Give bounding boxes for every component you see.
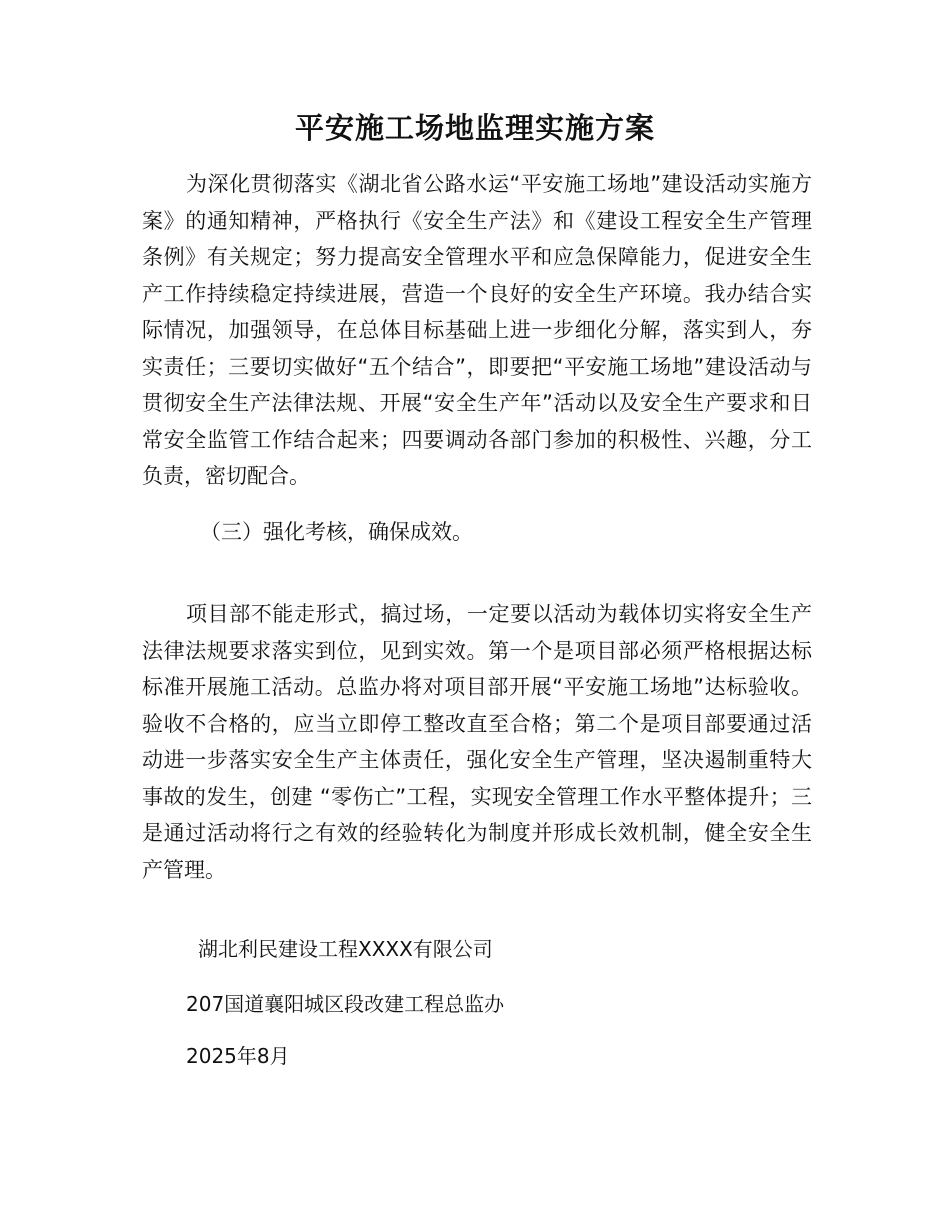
paragraph-intro: 为深化贯彻落实《湖北省公路水运“平安施工场地”建设活动实施方案》的通知精神，严格执行《安全生产法》和《建设工程安全生产管理条例》有关规定；努力提高安全管理水平和应急保障能力，促进安全生产工作持续稳定持续进展，营造一个良好的安全生产环境。我办结合实际情况，加强领导，在总体目标基础上进一步细化分解，落实到人，夯实责任；三要切实做好“五个结合”，即要把“平安施工场地”建设活动与贯彻安全生产法律法规、开展“安全生产年”活动以及安全生产要求和日常安全监管工作结合起来；四要调动各部门参加的积极性、兴趣，分工负责，密切配合。 xyxy=(142,172,812,488)
signature-date: 2025年8月 xyxy=(186,1044,290,1068)
document-title: 平安施工场地监理实施方案 xyxy=(294,111,655,145)
signature-company: 湖北利民建设工程XXXX有限公司 xyxy=(198,937,493,961)
paragraph-assessment: 项目部不能走形式，搞过场，一定要以活动为载体切实将安全生产法律法规要求落实到位，见到实效。第一个是项目部必须严格根据达标标准开展施工活动。总监办将对项目部开展“平安施工场地”达标验收。验收不合格的，应当立即停工整改直至合格；第二个是项目部要通过活动进一步落实安全生产主体责任，强化安全生产管理，坚决遏制重特大事故的发生，创建 “零伤亡”工程，实现安全管理工作水平整体提升；三是通过活动将行之有效的经验转化为制度并形成长效机制，健全安全生产管理。 xyxy=(142,602,812,882)
section-heading-assessment: （三）强化考核，确保成效。 xyxy=(200,520,473,544)
signature-office: 207国道襄阳城区段改建工程总监办 xyxy=(186,992,505,1016)
